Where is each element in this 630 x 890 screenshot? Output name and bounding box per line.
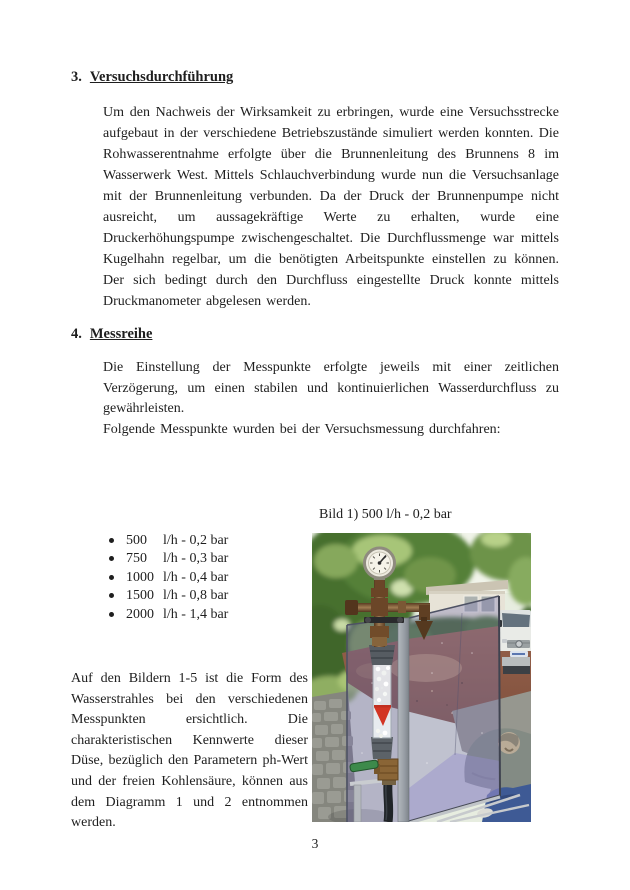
van	[498, 610, 531, 674]
section-4-heading	[71, 326, 152, 343]
apparatus-photo	[312, 533, 531, 822]
measurement-item	[109, 550, 228, 568]
measurement-item	[109, 587, 228, 605]
bullet-icon	[109, 538, 114, 543]
hose	[388, 783, 389, 822]
bullet-icon	[109, 612, 114, 617]
sight-glass-column	[373, 663, 391, 738]
pressure-value: l/h - 0,8 bar	[163, 588, 229, 604]
pressure-value: l/h - 0,3 bar	[163, 551, 229, 567]
measurement-item	[109, 606, 228, 624]
apparatus-photo-graphic	[312, 533, 531, 822]
pressure-value: l/h - 0,2 bar	[163, 533, 229, 548]
section-3-heading	[71, 69, 233, 86]
bullet-icon	[109, 575, 114, 580]
flow-value: 1000	[126, 569, 154, 585]
flow-value: 500	[126, 533, 147, 548]
pipe-clamp	[364, 617, 404, 623]
measurement-list	[109, 532, 228, 624]
bullet-icon	[109, 556, 114, 561]
pressure-value: l/h - 0,4 bar	[163, 569, 229, 585]
pressure-value: l/h - 1,4 bar	[163, 606, 229, 622]
filter-housing	[369, 645, 395, 665]
section-3-paragraph: Um den Nachweis der Wirksamkeit zu erbringen, wurde eine Versuchsstrecke aufgebaut in der verschiedene Betriebszustände simuliert werden konnten. Die Rohwasserentnahme erfolgte über die Brunnenleitung des Brunnens 8 im Wasserwerk West. Mittels Schlauchverbindung wurde nun die Versuchsanlage mit der Brunnenleitung verbunden. Da der Druck der Brunnenpumpe nicht ausreicht, um aussagekräftige Werte zu erhalten, wurde eine Druckerhöhungspumpe zwischengeschaltet. Die Durchflussmenge war mittels Kugelhahn regelbar, um die benötigten Arbeitspunkte einstellen zu können. Der sich bedingt durch den Durchfluss eingestellte Druck konnte mittels Druckmanometer abgelesen werden.	[103, 105, 559, 309]
page-number: 3	[311, 836, 319, 851]
tank-front-strut	[398, 618, 409, 822]
section-4-title: Messreihe	[89, 326, 153, 342]
figure-caption: Bild 1) 500 l/h - 0,2 bar	[319, 507, 452, 522]
measurement-item	[109, 532, 228, 550]
lower-fitting	[371, 737, 393, 759]
flow-value: 2000	[126, 606, 154, 622]
flow-value: 750	[126, 551, 147, 567]
section-4-number: 4.	[71, 326, 82, 342]
measurement-item	[109, 569, 228, 587]
section-4-paragraph: Die Einstellung der Messpunkte erfolgte jeweils mit einer zeitlichen Verzögerung, um einen stabilen und kontinuierlichen Wasserdurchfluss zu gewährleisten.	[103, 360, 559, 416]
section-4-lead-in: Folgende Messpunkte wurden bei der Versuchsmessung durchfahren:	[103, 421, 501, 437]
closing-paragraph: Auf den Bildern 1-5 ist die Form des Wasserstrahles bei den verschiedenen Messpunkten ersichtlich. Die charakteristischen Kennwerte dieser Düse, bezüglich den Parametern ph-Wert und der freien Kohlensäure, können aus dem Diagramm 1 und 2 entnommen werden.	[71, 671, 308, 831]
section-3-number: 3.	[71, 69, 82, 85]
section-4-paragraphs	[103, 358, 559, 440]
section-3-title: Versuchsdurchführung	[89, 69, 234, 85]
bullet-icon	[109, 593, 114, 598]
flow-value: 1500	[126, 588, 154, 604]
